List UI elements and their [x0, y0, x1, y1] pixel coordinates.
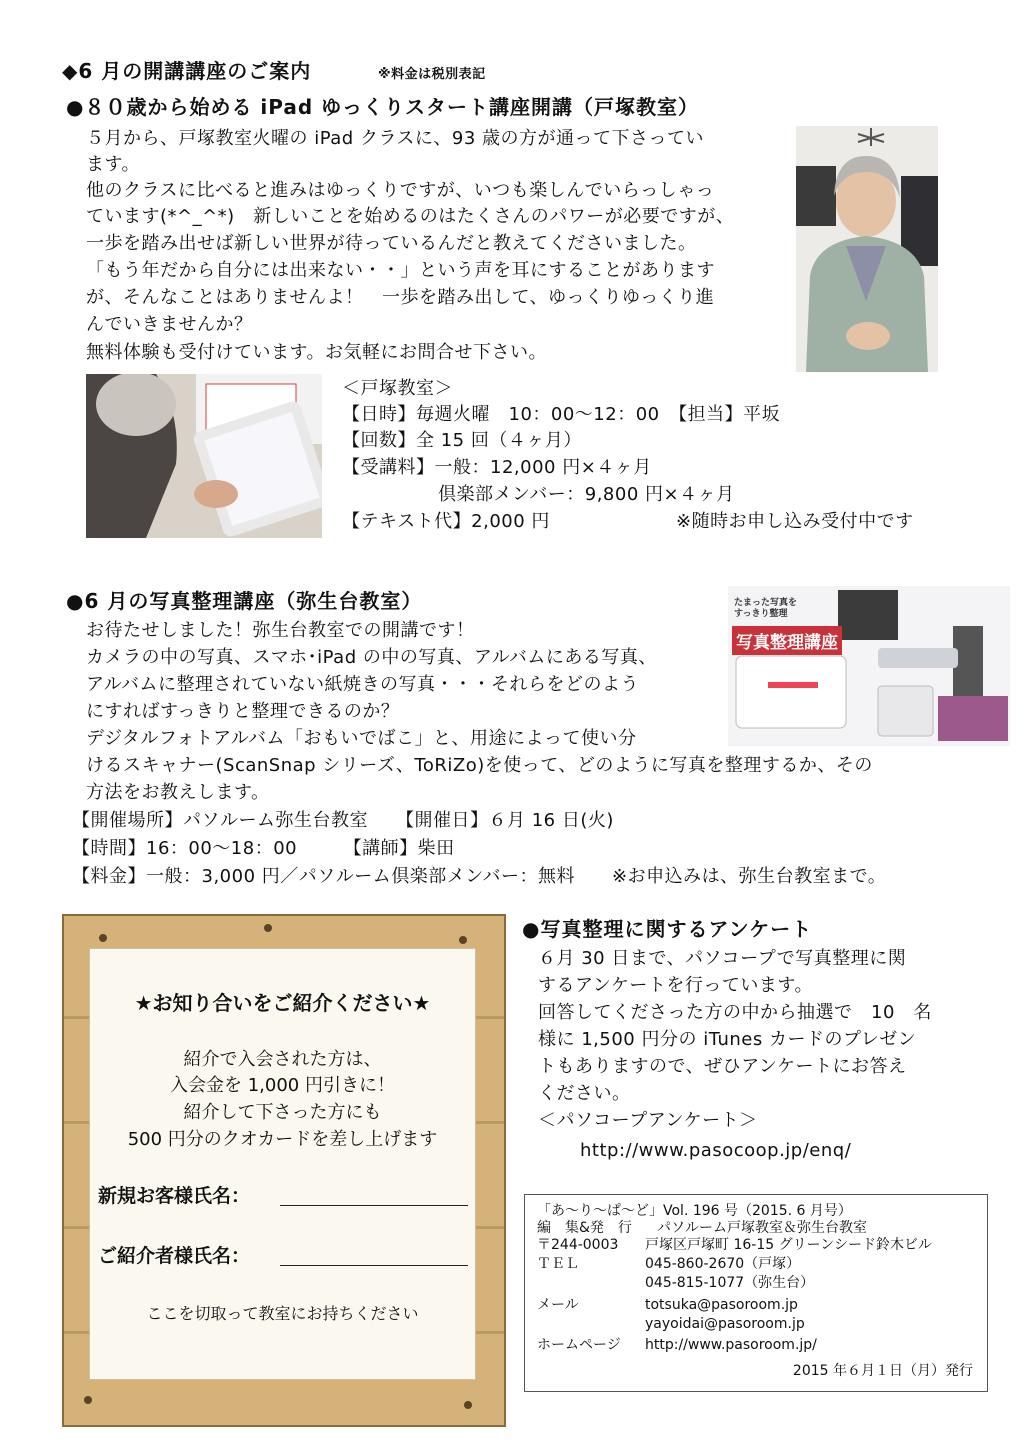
survey-body-line: 回答してくださった方の中から抽選で 10 名 [538, 1002, 932, 1023]
page-title: ◆6 月の開講講座のご案内 [62, 59, 312, 83]
publisher-label: 編 集&発 行 [537, 1220, 632, 1236]
new-customer-name-line[interactable] [280, 1205, 468, 1206]
nail-icon [84, 1396, 92, 1404]
referral-title: ★お知り合いをご紹介ください★ [134, 991, 431, 1015]
photo-body-line: お待たせしました！弥生台教室での開講です！ [86, 620, 475, 641]
mail-totsuka-link[interactable]: totsuka@pasoroom.jp [645, 1297, 798, 1313]
referrer-label: ご紹介者様氏名： [98, 1245, 251, 1267]
survey-body-line: トもありますので、ぜひアンケートにお答え [538, 1056, 907, 1077]
photo-detail-line: 【開催場所】パソルーム弥生台教室 【開催日】６月 16 日(火) [72, 810, 614, 831]
survey-body-line: するアンケートを行っています。 [538, 975, 813, 996]
survey-heading: ●写真整理に関するアンケート [522, 917, 813, 941]
referral-line: 500 円分のクオカードを差し上げます [127, 1129, 438, 1150]
nail-icon [459, 936, 467, 944]
photo-body-line: にすればすっきりと整理できるのか？ [86, 701, 400, 722]
tel-totsuka: 045-860-2670（戸塚） [645, 1256, 801, 1272]
ipad-detail-line: ＜戸塚教室＞ [342, 378, 453, 399]
ipad-detail-line: 【テキスト代】2,000 円 [342, 511, 550, 532]
referrer-name-line[interactable] [280, 1265, 468, 1266]
ipad-body-line: 無料体験も受付けています。お気軽にお問合せ下さい。 [86, 342, 548, 363]
mail-label: メール [537, 1297, 579, 1313]
new-customer-label: 新規お客様氏名： [98, 1185, 251, 1207]
photo-body-line: アルバムに整理されていない紙焼きの写真・・・それらをどのよう [86, 674, 640, 695]
ipad-body-line: ます。 [86, 154, 141, 175]
ipad-detail-line: 【受講料】一般：12,000 円×４ヶ月 [342, 457, 652, 478]
nail-icon [99, 934, 107, 942]
referral-card [89, 948, 476, 1380]
photo-course-heading: ●6 月の写真整理講座（弥生台教室） [66, 589, 423, 613]
mail-yayoidai-link[interactable]: yayoidai@pasoroom.jp [645, 1316, 805, 1332]
referral-line: 入会金を 1,000 円引きに！ [170, 1075, 395, 1096]
photo-body-line: けるスキャナー(ScanSnap シリーズ、ToRiZo)を使って、どのように写真を整理するか、その [86, 755, 873, 776]
publication-info-box [524, 1194, 988, 1392]
issue-info: 「あ～り～ぱ～ど」Vol. 196 号（2015. 6 月号） [537, 1203, 852, 1219]
nail-icon [264, 924, 272, 932]
banner-small-text: たまった写真を すっきり整理 [734, 598, 798, 619]
web-label: ホームページ [537, 1337, 621, 1353]
ipad-course-heading: ●８０歳から始める iPad ゆっくりスタート講座開講（戸塚教室） [66, 95, 699, 119]
issue-date: 2015 年６月１日（月）発行 [792, 1363, 973, 1379]
tax-note: ※料金は税別表記 [378, 67, 486, 82]
referral-line: 紹介して下さった方にも [183, 1102, 382, 1123]
student-portrait-photo [796, 126, 938, 372]
photo-body-line: デジタルフォトアルバム「おもいでばこ」と、用途によって使い分 [86, 728, 637, 749]
survey-url-link[interactable]: http://www.pasocoop.jp/enq/ [580, 1140, 852, 1161]
website-link[interactable]: http://www.pasoroom.jp/ [645, 1337, 817, 1353]
tel-label: ＴＥＬ [537, 1256, 579, 1272]
ipad-detail-line: 倶楽部メンバー：9,800 円×４ヶ月 [438, 484, 735, 505]
ipad-body-line: が、そんなことはありませんよ！ 一歩を踏み出して、ゆっくりゆっくり進 [86, 287, 715, 308]
ipad-detail-line: 【日時】毎週火曜 10：00～12：00 【担当】平坂 [342, 404, 781, 425]
survey-body-line: ＜パソコープアンケート＞ [538, 1110, 758, 1131]
nail-icon [464, 1401, 472, 1409]
ipad-body-line: ています(*^_^*) 新しいことを始めるのはたくさんのパワーが必要ですが、 [86, 206, 735, 227]
photo-course-banner [728, 586, 1010, 746]
survey-body-line: ください。 [538, 1083, 631, 1104]
survey-body-line: ６月 30 日まで、パソコープで写真整理に関 [538, 948, 907, 969]
photo-body-line: カメラの中の写真、スマホ･iPad の中の写真、アルバムにある写真、 [86, 647, 657, 668]
apply-note: ※随時お申し込み受付中です [676, 511, 914, 532]
photo-body-line: 方法をお教えします。 [86, 782, 270, 803]
postal-code: 〒244-0003 [537, 1237, 619, 1253]
referral-line: 紹介で入会された方は、 [183, 1049, 382, 1070]
photo-detail-line: 【時間】16：00～18：00 【講師】柴田 [72, 838, 455, 859]
ipad-body-line: ５月から、戸塚教室火曜の iPad クラスに、93 歳の方が通って下さってい [86, 128, 705, 149]
ipad-body-line: 「もう年だから自分には出来ない・・」という声を耳にすることがあります [86, 260, 715, 281]
address: 戸塚区戸塚町 16-15 グリーンシード鈴木ビル [645, 1237, 932, 1253]
publisher-name: パソルーム戸塚教室＆弥生台教室 [657, 1220, 867, 1236]
ipad-detail-line: 【回数】全 15 回（４ヶ月） [342, 430, 582, 451]
survey-body-line: 様に 1,500 円分の iTunes カードのプレゼン [538, 1029, 917, 1050]
photo-detail-line: 【料金】一般：3,000 円／パソルーム倶楽部メンバー：無料 ※お申込みは、弥生台教室まで。 [72, 866, 887, 887]
ipad-body-line: んでいきませんか？ [86, 314, 253, 335]
ipad-body-line: 一歩を踏み出せば新しい世界が待っているんだと教えてくださいました。 [86, 233, 697, 254]
banner-title: 写真整理講座 [732, 626, 842, 655]
tel-yayoidai: 045-815-1077（弥生台） [645, 1275, 815, 1291]
ipad-lesson-photo [86, 374, 322, 538]
ipad-body-line: 他のクラスに比べると進みはゆっくりですが、いつも楽しんでいらっしゃっ [86, 180, 715, 201]
cut-note: ここを切取って教室にお持ちください [146, 1304, 419, 1323]
